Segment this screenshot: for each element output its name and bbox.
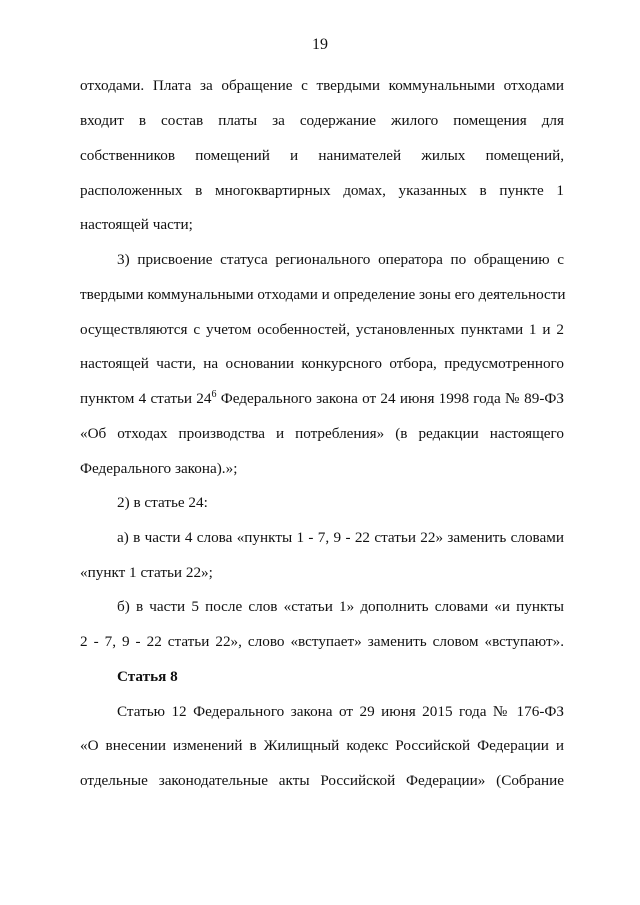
text-line: настоящей части, на основании конкурсного отбора, предусмотренного (80, 355, 564, 372)
text-line: собственников помещений и нанимателей жилых помещений, (80, 147, 564, 164)
text-line: осуществляются с учетом особенностей, установленных пунктами 1 и 2 (80, 321, 564, 338)
paragraph-first-line: а) в части 4 слова «пункты 1 - 7, 9 - 22 статьи 22» заменить словами (117, 529, 564, 546)
article-heading: Статья 8 (117, 668, 178, 685)
text-line: «Об отходах производства и потребления» (в редакции настоящего (80, 425, 564, 442)
text-line: расположенных в многоквартирных домах, указанных в пункте 1 (80, 182, 564, 199)
text-line: Федерального закона).»; (80, 460, 238, 477)
text-line: настоящей части; (80, 216, 193, 233)
page-number: 19 (312, 36, 328, 53)
text-line: «пункт 1 статьи 22»; (80, 564, 213, 581)
text-line: отдельные законодательные акты Российской Федерации» (Собрание (80, 772, 564, 789)
text-line: отходами. Плата за обращение с твердыми коммунальными отходами (80, 77, 564, 94)
text-line: входит в состав платы за содержание жилого помещения для (80, 112, 564, 129)
text-line: твердыми коммунальными отходами и определение зоны его деятельности (80, 286, 566, 303)
superscript: 6 (211, 388, 217, 400)
text-line: 2 - 7, 9 - 22 статьи 22», слово «вступает» заменить словом «вступают». (80, 633, 564, 650)
paragraph-first-line: б) в части 5 после слов «статьи 1» дополнить словами «и пункты (117, 598, 564, 615)
text-before: пунктом 4 статьи 24 (80, 390, 212, 407)
text-line: «О внесении изменений в Жилищный кодекс Российской Федерации и (80, 737, 564, 754)
text-line-with-superscript (80, 389, 564, 409)
paragraph-first-line: 3) присвоение статуса регионального оператора по обращению с (117, 251, 564, 268)
paragraph-first-line: Статью 12 Федерального закона от 29 июня 2015 года № 176-ФЗ (117, 703, 564, 720)
paragraph-first-line: 2) в статье 24: (117, 494, 208, 511)
text-after: Федерального закона от 24 июня 1998 года № 89-ФЗ (216, 390, 564, 407)
